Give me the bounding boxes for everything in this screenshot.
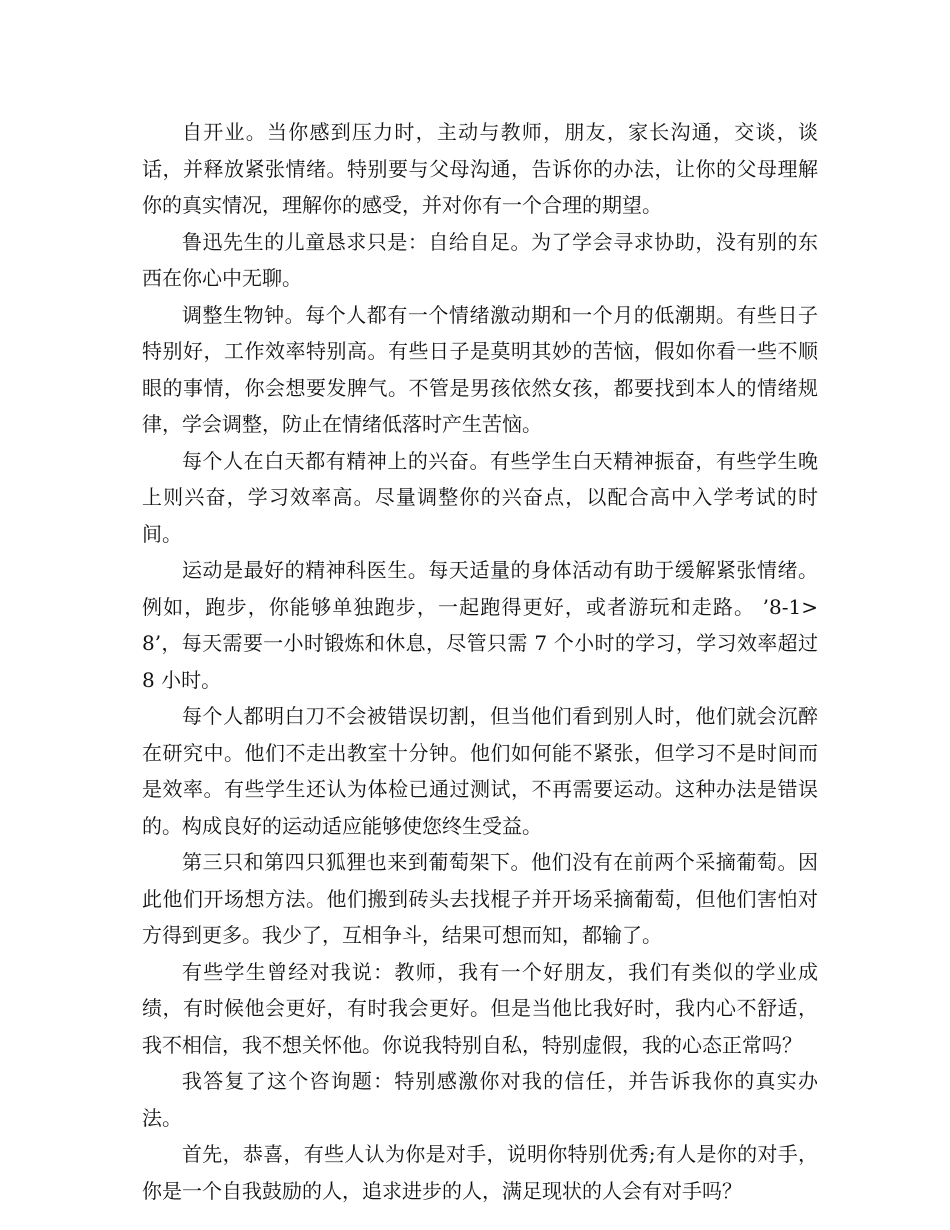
paragraph: 有些学生曾经对我说：教师，我有一个好朋友，我们有类似的学业成绩，有时候他会更好，有时我会更好。但是当他比我好时，我内心不舒适，我不相信，我不想关怀他。你说我特别自私，特别虚假，我的心态正常吗？ xyxy=(142,959,818,1057)
paragraph: 鲁迅先生的儿童恳求只是：自给自足。为了学会寻求协助，没有别的东西在你心中无聊。 xyxy=(142,229,818,290)
paragraph: 第三只和第四只狐狸也来到葡萄架下。他们没有在前两个采摘葡萄。因此他们开场想方法。他们搬到砖头去找棍子并开场采摘葡萄，但他们害怕对方得到更多。我少了，互相争斗，结果可想而知，都输了。 xyxy=(142,850,818,947)
paragraph: 运动是最好的精神科医生。每天适量的身体活动有助于缓解紧张情绪。例如，跑步，你能够单独跑步，一起跑得更好，或者游玩和走路。 ’8-1> 8’，每天需要一小时锻炼和休息，尽管只需 7 个小时的学习，学习效率超过 8 小时。 xyxy=(142,558,818,692)
paragraph: 每个人都明白刀不会被错误切割，但当他们看到别人时，他们就会沉醉在研究中。他们不走出教室十分钟。他们如何能不紧张，但学习不是时间而是效率。有些学生还认为体检已通过测试，不再需要运动。这种办法是错误的。构成良好的运动适应能够使您终生受益。 xyxy=(142,704,818,838)
paragraph: 每个人在白天都有精神上的兴奋。有些学生白天精神振奋，有些学生晚上则兴奋，学习效率高。尽量调整你的兴奋点，以配合高中入学考试的时间。 xyxy=(142,448,818,546)
document-body xyxy=(142,114,818,1209)
paragraph: 自开业。当你感到压力时，主动与教师，朋友，家长沟通，交谈，谈话，并释放紧张情绪。特别要与父母沟通，告诉你的办法，让你的父母理解你的真实情况，理解你的感受，并对你有一个合理的期望。 xyxy=(142,120,818,217)
paragraph: 首先，恭喜，有些人认为你是对手，说明你特别优秀;有人是你的对手，你是一个自我鼓励的人，追求进步的人，满足现状的人会有对手吗？ xyxy=(142,1142,818,1203)
paragraph: 我答复了这个咨询题：特别感激你对我的信任，并告诉我你的真实办法。 xyxy=(142,1069,818,1130)
paragraph: 调整生物钟。每个人都有一个情绪激动期和一个月的低潮期。有些日子特别好，工作效率特别高。有些日子是莫明其妙的苦恼，假如你看一些不顺眼的事情，你会想要发脾气。不管是男孩依然女孩，都要找到本人的情绪规律，学会调整，防止在情绪低落时产生苦恼。 xyxy=(142,302,818,436)
